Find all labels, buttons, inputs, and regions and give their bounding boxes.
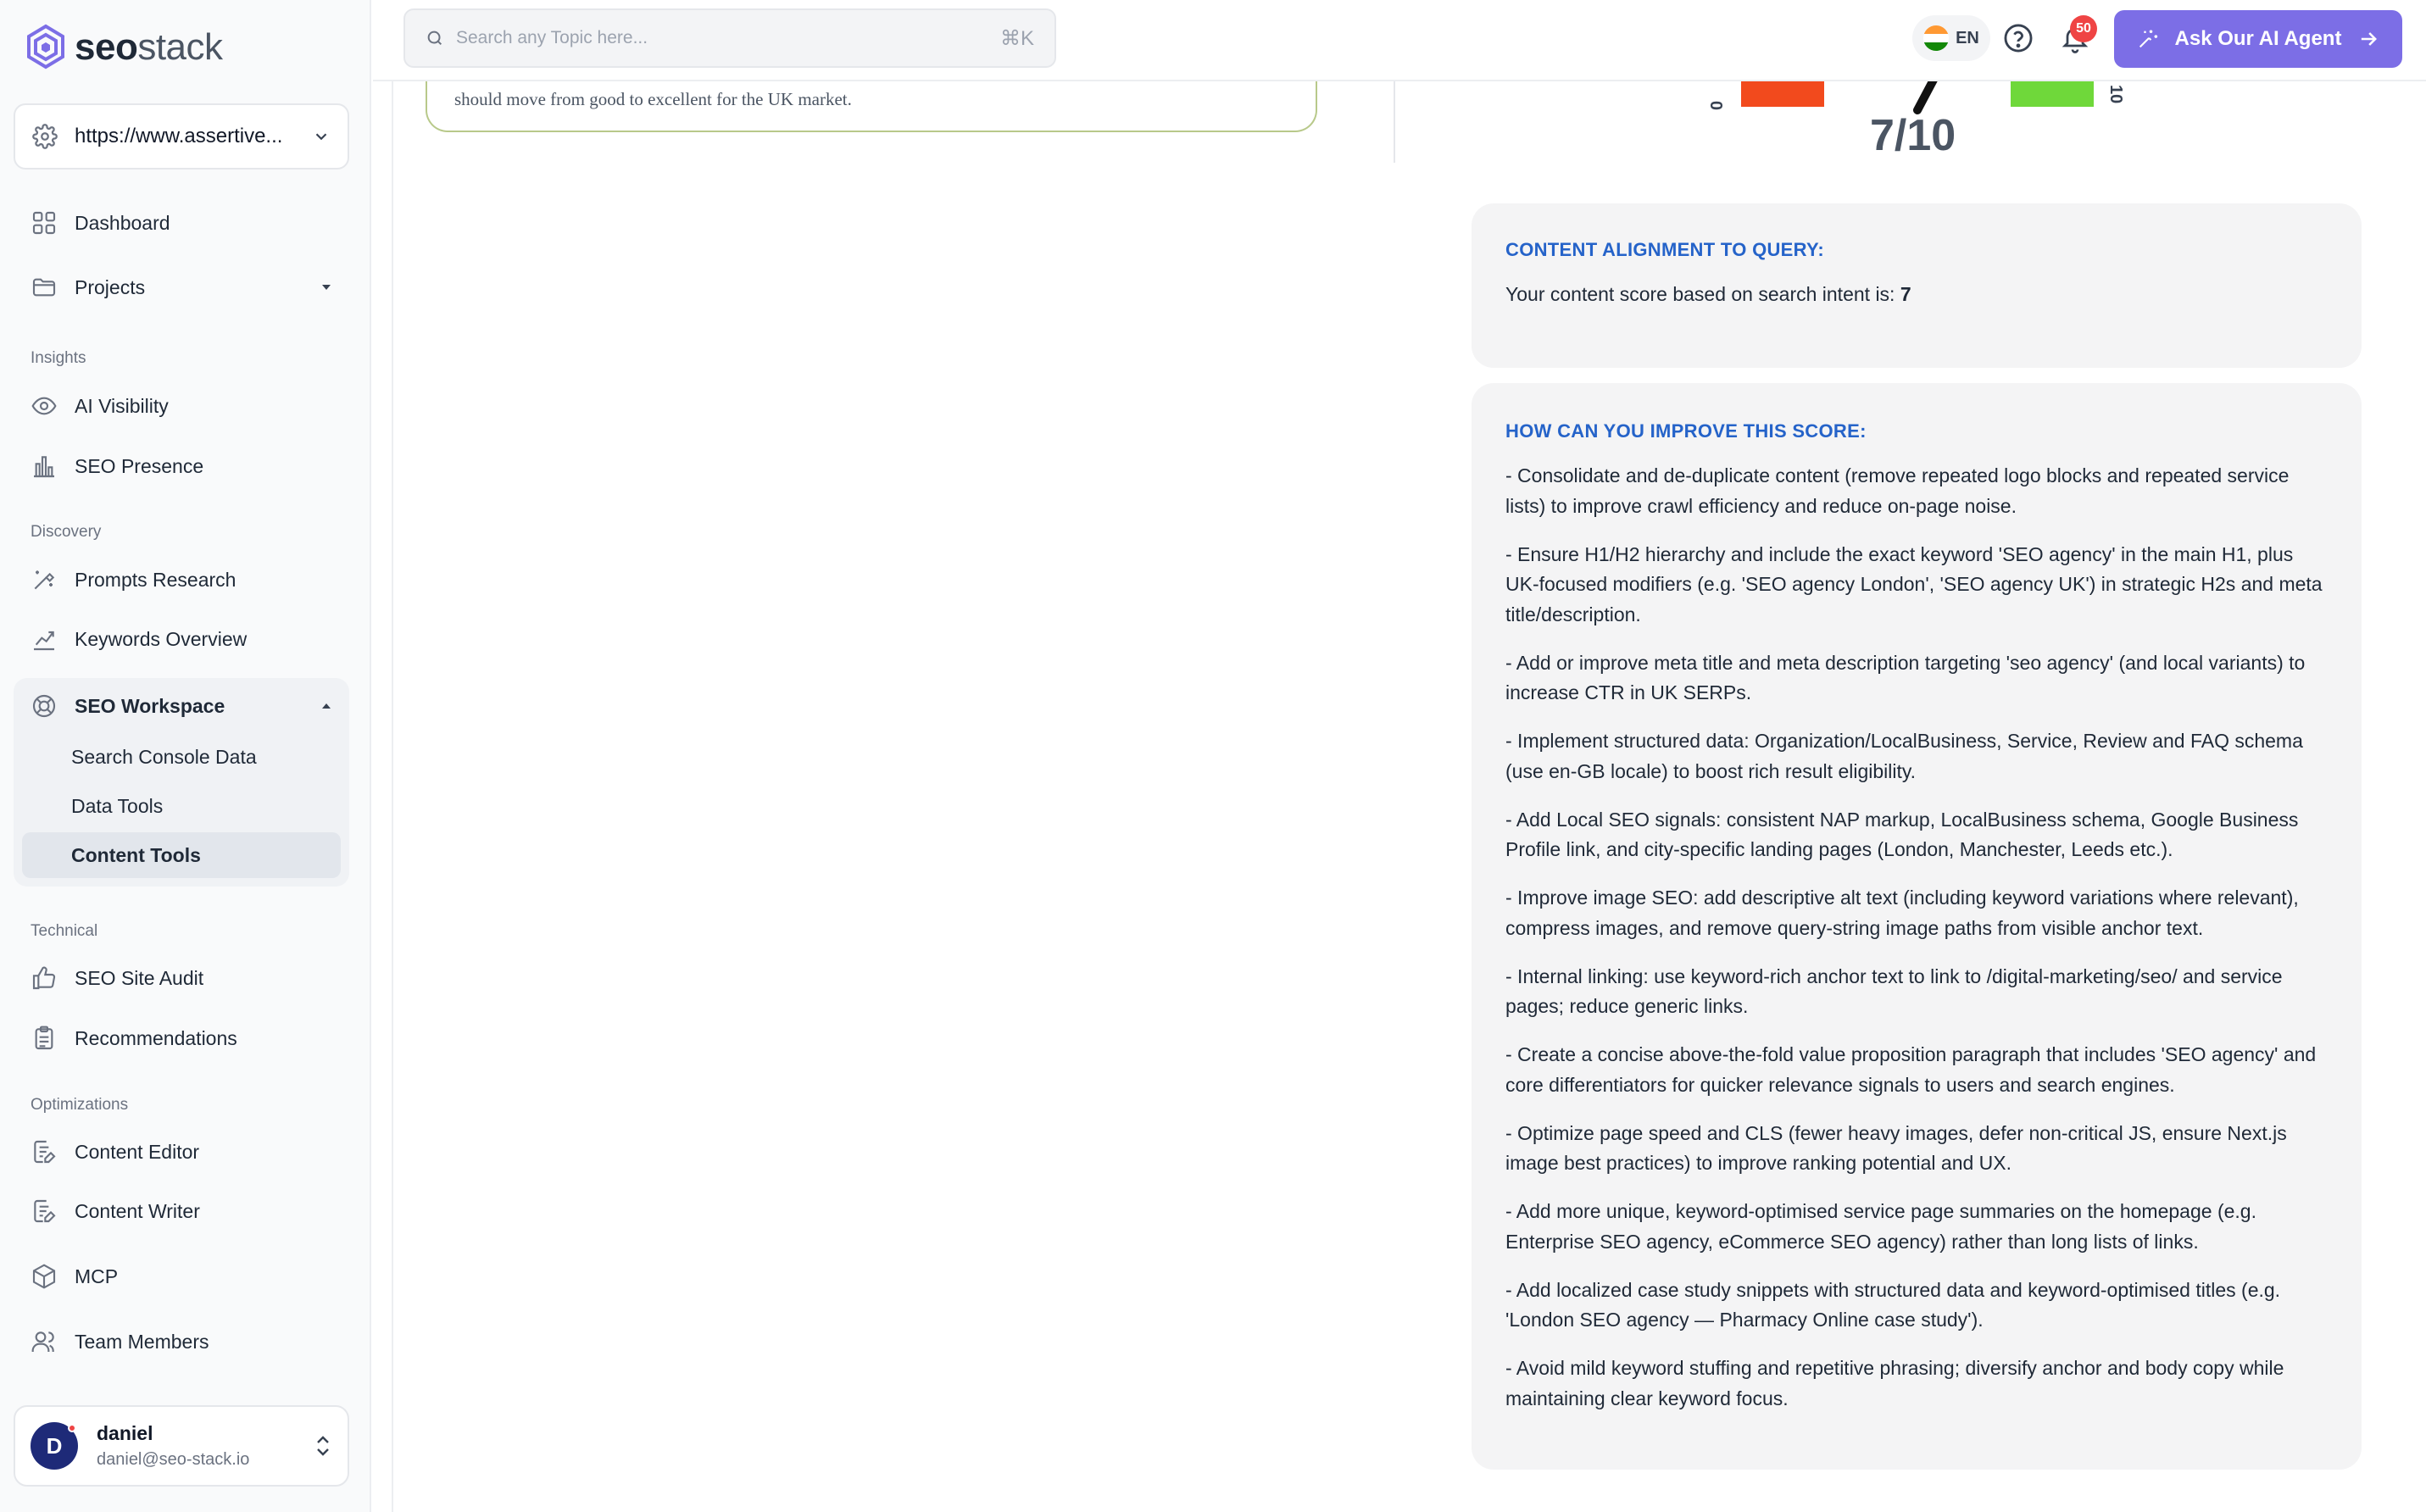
improvement-tip: - Ensure H1/H2 hierarchy and include the exact keyword 'SEO agency' in the main H1, plus UK-focused modifiers (e.g. 'SEO agency London', 'SEO agency UK') in strategic H2s and meta title/description.: [1505, 542, 2323, 625]
brand-logo[interactable]: [25, 24, 223, 71]
site-selector[interactable]: [14, 103, 349, 170]
nav-seo-presence[interactable]: [14, 438, 349, 494]
section-insights: Insights: [31, 349, 86, 367]
users-icon: [31, 1328, 58, 1355]
user-name: daniel: [97, 1422, 153, 1444]
nav-prompts-research[interactable]: [14, 552, 349, 608]
nav-keywords-overview[interactable]: [14, 611, 349, 667]
edit-document-icon: [31, 1198, 58, 1225]
online-status-dot: [68, 1424, 76, 1432]
user-email: daniel@seo-stack.io: [97, 1450, 250, 1469]
user-menu[interactable]: [14, 1405, 349, 1487]
section-discovery: Discovery: [31, 523, 102, 541]
eye-icon: [31, 392, 58, 420]
nav-recommendations-label: Recommendations: [75, 1026, 237, 1049]
cube-icon: [31, 1263, 58, 1290]
improvement-tip: - Avoid mild keyword stuffing and repetitive phrasing; diversify anchor and body copy while maintaining clear keyword focus.: [1505, 1357, 2284, 1409]
arrow-right-icon: [2356, 27, 2380, 51]
nav-seo-workspace-label: SEO Workspace: [75, 694, 225, 717]
nav-team-members[interactable]: [14, 1314, 349, 1370]
improvement-tips-list: [1505, 461, 2328, 1414]
improvement-tip: - Create a concise above-the-fold value proposition paragraph that includes 'SEO agency' and core differentiators for quicker relevance signals to users and search engines.: [1505, 1043, 2317, 1096]
caret-down-icon: [320, 283, 332, 292]
sparkle-icon: [2136, 27, 2160, 51]
language-label: EN: [1956, 28, 1979, 47]
improvement-tip: - Add localized case study snippets with structured data and keyword-optimised titles (e.g. 'London SEO agency — Pharmacy Online case study').: [1505, 1278, 2281, 1331]
nav-recommendations[interactable]: [14, 1010, 349, 1066]
ask-ai-agent-label: Ask Our AI Agent: [2174, 27, 2342, 50]
gauge-score: 7/10: [1870, 111, 1956, 160]
nav-content-tools[interactable]: Content Tools: [22, 832, 341, 878]
nav-ai-visibility[interactable]: [14, 378, 349, 434]
help-icon[interactable]: [2002, 22, 2034, 54]
nav-dashboard[interactable]: [14, 195, 349, 251]
section-technical: Technical: [31, 922, 98, 940]
nav-projects-label: Projects: [75, 275, 146, 298]
bar-chart-icon: [31, 453, 58, 480]
improvement-tip: - Consolidate and de-duplicate content (remove repeated logo blocks and repeated service lists) to improve crawl efficiency and reduce on-page noise.: [1505, 464, 2290, 517]
gear-icon: [32, 124, 58, 149]
content-alignment-title: CONTENT ALIGNMENT TO QUERY:: [1505, 239, 1824, 260]
improvement-tip: - Implement structured data: Organization/LocalBusiness, Service, Review and FAQ schema (use en-GB locale) to boost rich result eligibility.: [1505, 730, 2303, 782]
caret-up-icon: [320, 702, 332, 710]
search-input[interactable]: [456, 28, 1000, 48]
nav-prompts-research-label: Prompts Research: [75, 568, 236, 591]
improvement-tip: - Add or improve meta title and meta description targeting 'seo agency' (and local variants) to increase CTR in UK SERPs.: [1505, 651, 2306, 703]
content-alignment-score: 7: [1900, 283, 1911, 305]
nav-seo-site-audit-label: SEO Site Audit: [75, 966, 204, 989]
improvement-tip: - Improve image SEO: add descriptive alt text (including keyword variations where relevant), compress images, and remove query-string image paths from visible anchor text.: [1505, 887, 2299, 939]
seo-workspace-group: [14, 678, 349, 887]
nav-ai-visibility-label: AI Visibility: [75, 394, 169, 417]
search-bar[interactable]: [403, 8, 1056, 68]
edit-document-icon: [31, 1138, 58, 1165]
user-info: [97, 1422, 314, 1470]
search-icon: [426, 29, 444, 47]
nav-seo-workspace[interactable]: [14, 678, 349, 734]
nav-dashboard-label: Dashboard: [75, 211, 170, 234]
chevron-updown-icon: [314, 1433, 332, 1459]
improvement-tip: - Optimize page speed and CLS (fewer heavy images, defer non-critical JS, ensure Next.js image best practices) to improve ranking potential and UX.: [1505, 1121, 2287, 1174]
improve-score-card: [1472, 383, 2362, 1470]
site-url: https://www.assertive...: [75, 125, 283, 147]
nav-keywords-overview-label: Keywords Overview: [75, 627, 248, 650]
language-selector[interactable]: [1912, 15, 1990, 61]
gauge-needle: [1917, 81, 1937, 110]
trend-icon: [31, 625, 58, 653]
section-optimizations: Optimizations: [31, 1096, 129, 1114]
workspace-icon: [31, 692, 58, 720]
india-flag-icon: [1923, 25, 1949, 51]
improvement-tip: - Add Local SEO signals: consistent NAP markup, LocalBusiness schema, Google Business Profile link, and city-specific landing pages (London, Manchester, Leeds etc.).: [1505, 808, 2299, 860]
folder-icon: [31, 274, 58, 301]
content-alignment-body: Your content score based on search intent is: 7: [1505, 283, 1911, 305]
brand-name: seostack: [75, 26, 223, 68]
nav-content-editor-label: Content Editor: [75, 1140, 200, 1163]
top-bar: [373, 0, 2426, 81]
clipboard-icon: [31, 1025, 58, 1052]
thumbs-up-icon: [31, 964, 58, 992]
nav-team-members-label: Team Members: [75, 1330, 209, 1353]
prompt-icon: [31, 566, 58, 593]
gauge-min-label: 0: [1708, 100, 1727, 110]
nav-content-editor[interactable]: [14, 1124, 349, 1180]
gauge-max-label: 10: [2106, 85, 2125, 104]
nav-mcp[interactable]: [14, 1248, 349, 1304]
nav-content-writer[interactable]: [14, 1183, 349, 1239]
nav-seo-site-audit[interactable]: [14, 950, 349, 1006]
sidebar: [0, 0, 371, 1512]
nav-search-console-data[interactable]: Search Console Data: [71, 745, 257, 768]
improve-score-title: HOW CAN YOU IMPROVE THIS SCORE:: [1505, 420, 1867, 442]
nav-seo-presence-label: SEO Presence: [75, 454, 204, 477]
gauge-green-segment: [2011, 81, 2094, 107]
ask-ai-agent-button[interactable]: [2114, 10, 2402, 68]
content-alignment-card: [1472, 203, 2362, 368]
search-shortcut: ⌘K: [999, 26, 1034, 50]
notification-badge: 50: [2070, 15, 2097, 42]
nav-mcp-label: MCP: [75, 1265, 119, 1287]
avatar: D: [31, 1422, 78, 1470]
nav-content-writer-label: Content Writer: [75, 1199, 200, 1222]
chevron-down-icon: [312, 127, 331, 146]
dashboard-icon: [31, 209, 58, 236]
logo-icon: [25, 24, 66, 71]
improvement-tip: - Internal linking: use keyword-rich anchor text to link to /digital-marketing/seo/ and service pages; reduce generic links.: [1505, 964, 2283, 1017]
nav-projects[interactable]: [14, 259, 349, 315]
nav-data-tools[interactable]: Data Tools: [71, 794, 164, 817]
improvement-tip: - Add more unique, keyword-optimised service page summaries on the homepage (e.g. Enterprise SEO agency, eCommerce SEO agency) rather than long lists of links.: [1505, 1200, 2256, 1253]
gauge-red-segment: [1741, 81, 1824, 107]
column-divider: [1394, 81, 1395, 163]
analysis-summary-text: should move from good to excellent for the UK market.: [454, 89, 852, 109]
